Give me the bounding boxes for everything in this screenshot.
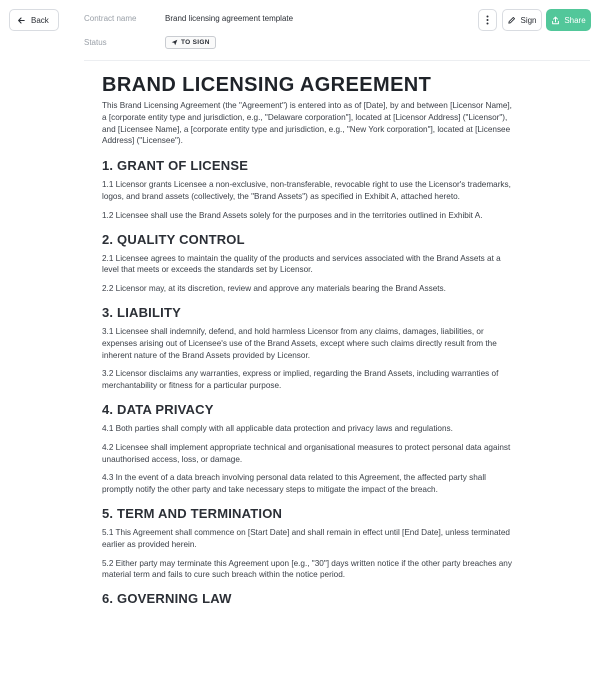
sign-button[interactable]: [502, 9, 542, 31]
back-button[interactable]: [9, 9, 59, 31]
clause: 5.2 Either party may terminate this Agreement upon [e.g., "30"] days written notice if the other party breaches any material term and fails to cure such breach within the notice period.: [102, 558, 512, 580]
section-grant-of-license: [102, 158, 514, 221]
section-term-and-termination: [102, 506, 514, 581]
document-intro: This Brand Licensing Agreement (the "Agreement") is entered into as of [Date], by and between [Licensor Name], a [corporate entity type and jurisdiction, e.g., "Delaware corporation"], located at [Licensor Address] ("Licensor"), and [Licensee Name], a [corporate entity type and jurisdiction, e.g., "New York corporation"], located at [Licensee Address] ("Licensee").: [102, 101, 512, 146]
clause: 1.1 Licensor grants Licensee a non-exclusive, non-transferable, revocable right to use the Licensor's trademarks, logos, and brand assets (collectively, the "Brand Assets") as specified in Exhibit A, attached hereto.: [102, 180, 511, 201]
clause: 2.2 Licensor may, at its discretion, review and approve any materials bearing the Brand Assets.: [102, 284, 446, 294]
clause: 4.3 In the event of a data breach involving personal data related to this Agreement, the affected party shall promptly notify the other party and take necessary steps to mitigate the impact of the breach.: [102, 473, 487, 495]
bottom-fade-overlay: [0, 612, 600, 682]
section-heading: 5. TERM AND TERMINATION: [102, 505, 283, 521]
clause: 3.2 Licensor disclaims any warranties, express or implied, regarding the Brand Assets, including warranties of merchantability or fitness for a particular purpose.: [102, 369, 499, 391]
section-liability: [102, 305, 514, 392]
section-data-privacy: [102, 402, 514, 496]
document-title: BRAND LICENSING AGREEMENT: [102, 74, 432, 96]
status-value: TO SIGN: [181, 39, 210, 46]
status-row: [84, 36, 216, 49]
section-quality-control: [102, 232, 514, 295]
contract-name-value[interactable]: Brand licensing agreement template: [165, 14, 294, 23]
clause: 4.1 Both parties shall comply with all applicable data protection and privacy laws and regulations.: [102, 423, 453, 433]
paper-plane-icon: [171, 39, 178, 46]
section-heading: 4. DATA PRIVACY: [102, 401, 214, 417]
clause: 5.1 This Agreement shall commence on [Start Date] and shall remain in effect until [End Date], unless terminated earlier as provided herein.: [102, 527, 510, 549]
clause: 1.2 Licensee shall use the Brand Assets solely for the purposes and in the territories outlined in Exhibit A.: [102, 210, 483, 220]
more-vertical-icon: [486, 15, 489, 25]
clause: 4.2 Licensee shall implement appropriate technical and organisational measures to protect personal data against unauthorised access, loss, or damage.: [102, 442, 511, 464]
clause: 2.1 Licensee agrees to maintain the quality of the products and services associated with the Brand Assets at a level that meets or exceeds the standards set by Licensor.: [102, 253, 501, 275]
section-heading: 3. LIABILITY: [102, 304, 181, 320]
document-body: [102, 72, 514, 617]
section-heading: 6. GOVERNING LAW: [102, 591, 232, 607]
status-label: Status: [84, 38, 107, 47]
top-bar: [0, 0, 600, 62]
header-divider: [84, 60, 590, 61]
arrow-left-icon: [17, 16, 26, 25]
status-badge[interactable]: [165, 36, 216, 49]
share-label: Share: [564, 15, 586, 25]
contract-name-row: [84, 14, 293, 23]
sign-label: Sign: [520, 15, 537, 25]
share-icon: [551, 16, 560, 25]
clause: 3.1 Licensee shall indemnify, defend, and hold harmless Licensor from any claims, damages, liabilities, or expenses arising out of Licensee's use of the Brand Assets, except where such claims directly result from the inherent nature of the Brand Assets provided by Licensor.: [102, 326, 497, 360]
section-heading: 1. GRANT OF LICENSE: [102, 158, 249, 174]
section-governing-law: [102, 591, 514, 607]
contract-name-label: Contract name: [84, 14, 137, 23]
section-heading: 2. QUALITY CONTROL: [102, 231, 245, 247]
back-label: Back: [31, 15, 49, 25]
more-options-button[interactable]: [478, 9, 497, 31]
pen-icon: [507, 16, 516, 25]
share-button[interactable]: [546, 9, 591, 31]
